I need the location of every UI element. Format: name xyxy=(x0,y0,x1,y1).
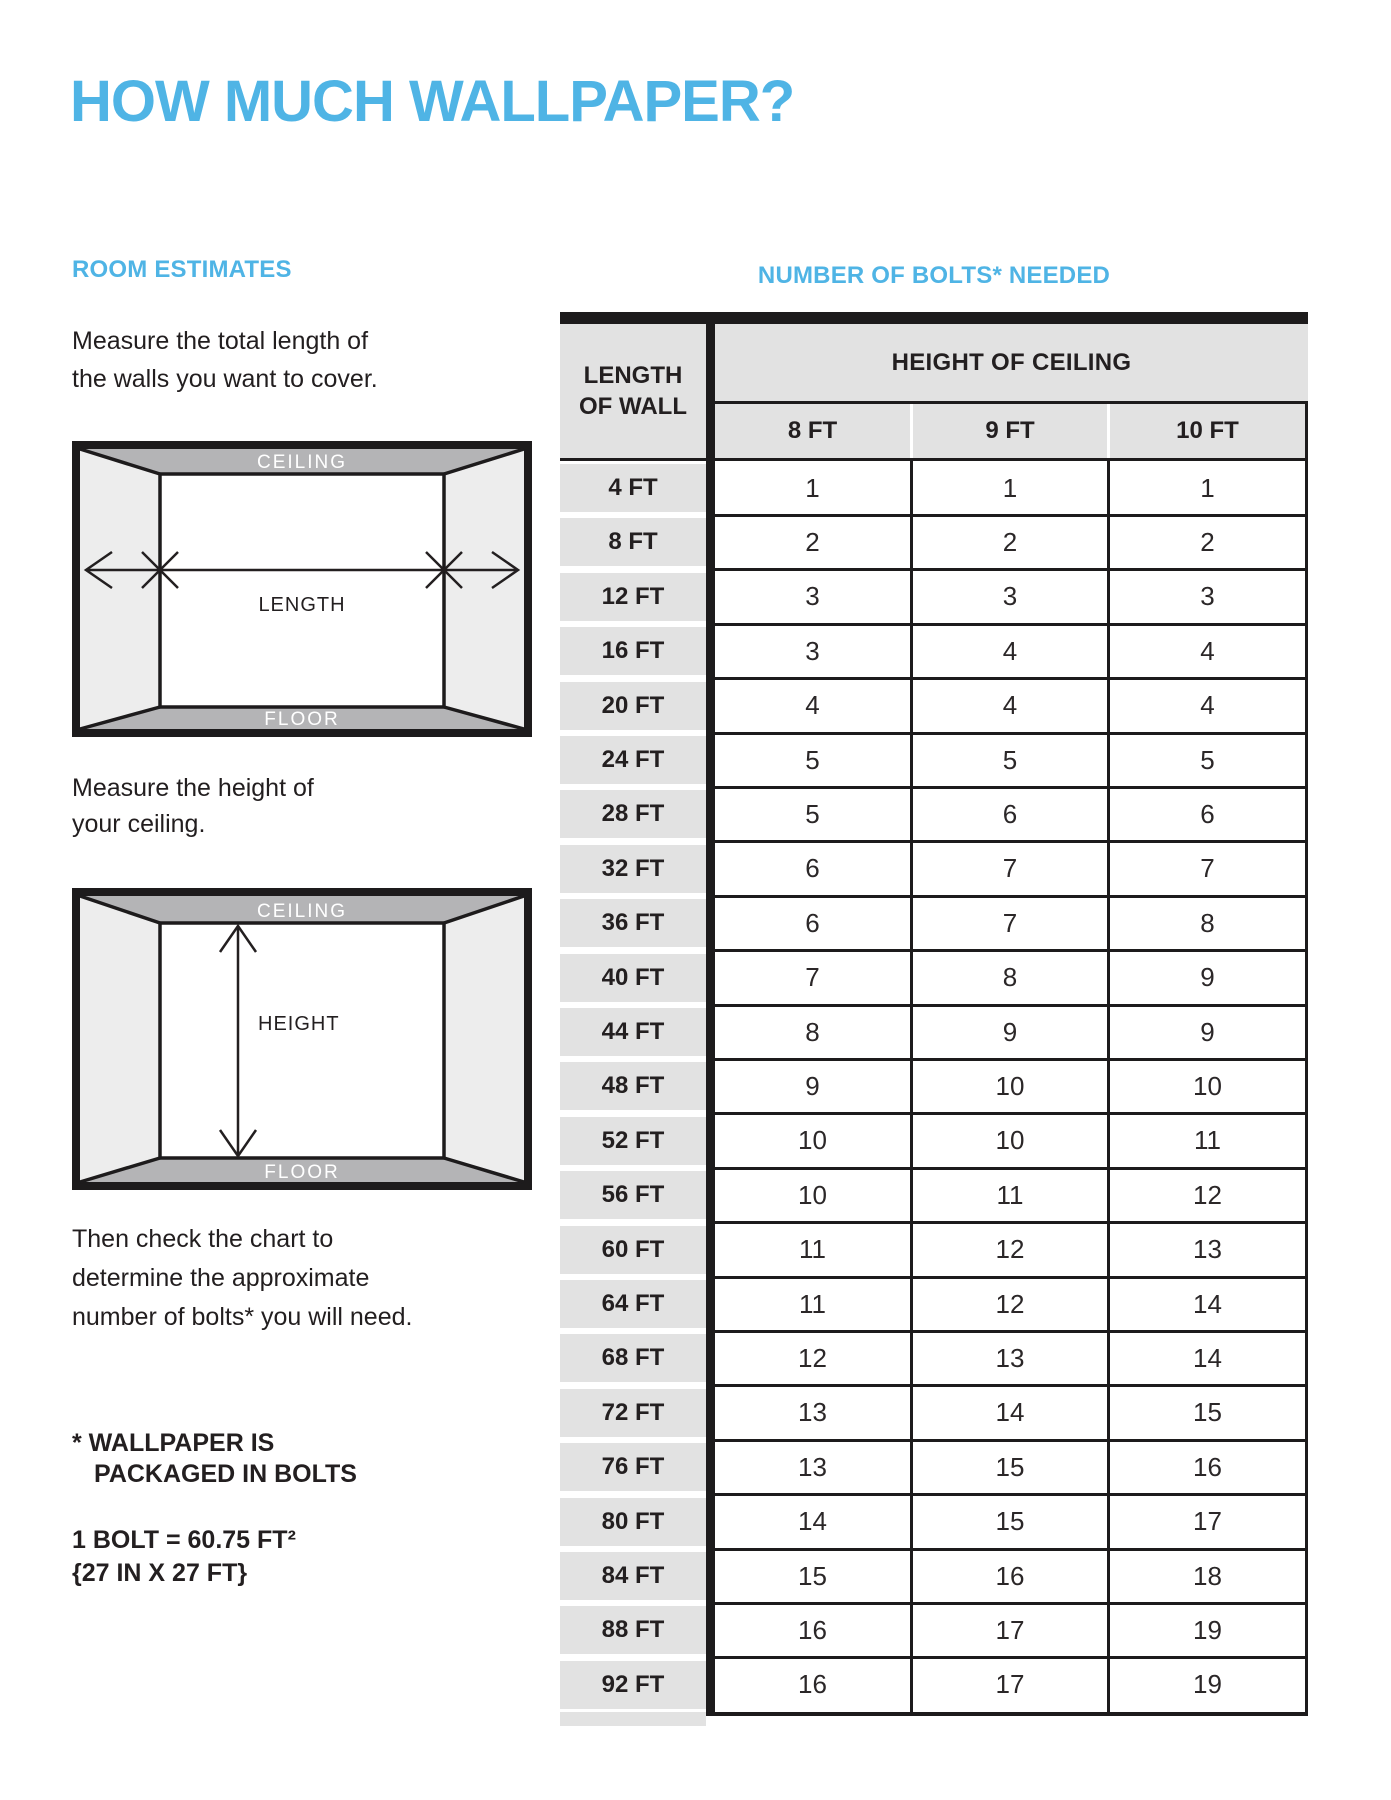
table-grid-line xyxy=(715,1112,1308,1115)
table-grid-line xyxy=(715,1548,1308,1551)
table-grid-line xyxy=(715,1656,1308,1659)
table-row xyxy=(560,842,1308,896)
table-cell-8ft: 1 xyxy=(805,472,820,503)
table-grid-line xyxy=(715,786,1308,789)
section-heading-room-estimates: ROOM ESTIMATES xyxy=(72,256,292,283)
row-header-cell xyxy=(560,1334,706,1382)
table-grid-line xyxy=(715,949,1308,952)
row-header-label: 64 FT xyxy=(601,1290,665,1317)
length-label: LENGTH xyxy=(258,594,346,616)
row-header-label: 12 FT xyxy=(601,582,665,610)
table-row xyxy=(560,896,1308,950)
table-grid-line xyxy=(715,514,1308,517)
table-bottom-border xyxy=(706,1712,1308,1716)
table-cell-9ft: 14 xyxy=(995,1397,1025,1428)
row-header-label: 36 FT xyxy=(601,909,665,937)
row-header-label: 16 FT xyxy=(601,637,665,665)
row-header-label: 4 FT xyxy=(608,474,658,501)
row-header-cell xyxy=(560,1062,706,1110)
row-header-label: 24 FT xyxy=(601,746,665,773)
table-cell-10ft: 5 xyxy=(1200,744,1215,775)
table-grid-line xyxy=(715,1221,1308,1224)
bolt-size-info xyxy=(72,1524,296,1590)
row-header-label: 20 FT xyxy=(601,691,665,719)
table-cell-9ft: 6 xyxy=(1002,798,1018,829)
floor-label: FLOOR xyxy=(264,1162,340,1183)
table-gray-stub xyxy=(560,1712,706,1726)
footnote-line: PACKAGED IN BOLTS xyxy=(94,1460,357,1488)
row-header-label: 80 FT xyxy=(601,1507,665,1535)
table-cell-10ft: 3 xyxy=(1200,581,1215,612)
table-cell-9ft: 17 xyxy=(995,1669,1025,1700)
row-header-label: 48 FT xyxy=(601,1072,665,1100)
row-header-label: 84 FT xyxy=(601,1562,665,1589)
table-cell-8ft: 6 xyxy=(805,853,820,884)
row-header-label: 52 FT xyxy=(601,1126,665,1154)
table-row xyxy=(560,1549,1308,1603)
table-cell-9ft: 12 xyxy=(995,1234,1025,1265)
table-row xyxy=(560,1331,1308,1385)
table-row xyxy=(560,1114,1308,1168)
row-header-cell xyxy=(560,1008,706,1056)
row-header-cell xyxy=(560,954,706,1002)
row-header-label: 76 FT xyxy=(601,1453,665,1481)
table-cell-8ft: 11 xyxy=(799,1288,826,1319)
table-grid-line xyxy=(715,1493,1308,1496)
instruction-line: Then check the chart to xyxy=(72,1225,334,1253)
row-header-cell xyxy=(560,1280,706,1328)
table-cell-9ft: 13 xyxy=(995,1342,1025,1373)
back-wall xyxy=(160,474,444,707)
table-cell-8ft: 4 xyxy=(805,690,820,721)
instruction-measure-length xyxy=(72,322,378,398)
row-header-cell xyxy=(560,1552,706,1600)
row-header-label: 44 FT xyxy=(601,1018,665,1045)
table-cell-10ft: 17 xyxy=(1193,1506,1222,1537)
table-grid-line xyxy=(715,1058,1308,1061)
instruction-line: determine the approximate xyxy=(72,1264,370,1292)
instruction-measure-height xyxy=(72,770,314,842)
row-header-label: 88 FT xyxy=(601,1616,665,1644)
table-cell-9ft: 2 xyxy=(1002,526,1018,557)
row-header-label: 92 FT xyxy=(601,1670,665,1698)
row-header-label: 56 FT xyxy=(601,1181,665,1209)
table-cell-9ft: 4 xyxy=(1002,690,1018,721)
table-cell-8ft: 6 xyxy=(805,907,820,938)
row-header-cell xyxy=(560,1661,706,1709)
instruction-line: the walls you want to cover. xyxy=(72,365,378,393)
footnote-line: * WALLPAPER IS xyxy=(72,1429,275,1457)
row-header-label: 32 FT xyxy=(601,854,665,882)
table-cell-10ft: 13 xyxy=(1193,1234,1222,1265)
table-cell-8ft: 11 xyxy=(799,1234,826,1265)
table-grid-line xyxy=(715,568,1308,571)
table-row xyxy=(560,679,1308,733)
table-cell-9ft: 16 xyxy=(995,1560,1025,1591)
table-row xyxy=(560,1440,1308,1494)
header-line: OF WALL xyxy=(579,393,687,420)
table-cell-10ft: 8 xyxy=(1200,907,1215,938)
table-row xyxy=(560,1005,1308,1059)
table-cell-8ft: 13 xyxy=(798,1451,827,1482)
row-header-label: 60 FT xyxy=(601,1235,665,1263)
table-row xyxy=(560,1059,1308,1113)
table-cell-10ft: 14 xyxy=(1193,1288,1222,1319)
table-cell-10ft: 2 xyxy=(1200,526,1215,557)
wallpaper-bolts-footnote xyxy=(72,1428,357,1490)
table-cell-10ft: 4 xyxy=(1200,690,1215,721)
table-grid-line xyxy=(715,732,1308,735)
table-row xyxy=(560,1277,1308,1331)
table-cell-10ft: 14 xyxy=(1193,1342,1222,1373)
table-grid-line xyxy=(715,1276,1308,1279)
row-header-cell xyxy=(560,790,706,838)
table-row xyxy=(560,733,1308,787)
floor-label: FLOOR xyxy=(264,709,340,730)
table-row xyxy=(560,1223,1308,1277)
row-header-cell xyxy=(560,1606,706,1654)
instruction-check-chart xyxy=(72,1220,412,1337)
table-row xyxy=(560,1495,1308,1549)
table-cell-9ft: 8 xyxy=(1002,962,1018,993)
table-cell-9ft: 7 xyxy=(1002,853,1018,884)
table-cell-10ft: 11 xyxy=(1194,1125,1221,1156)
row-header-cell xyxy=(560,1389,706,1437)
table-row xyxy=(560,951,1308,1005)
table-cell-9ft: 15 xyxy=(995,1451,1025,1482)
column-header-9ft: 9 FT xyxy=(913,404,1107,458)
row-header-label: 8 FT xyxy=(608,528,658,556)
table-cell-8ft: 3 xyxy=(805,581,820,612)
column-header-8ft: 8 FT xyxy=(715,404,910,458)
table-row xyxy=(560,787,1308,841)
table-cell-8ft: 12 xyxy=(798,1342,827,1373)
row-header-cell xyxy=(560,627,706,675)
table-cell-10ft: 9 xyxy=(1200,1016,1215,1047)
table-cell-9ft: 15 xyxy=(995,1506,1025,1537)
row-header-cell xyxy=(560,464,706,512)
table-cell-10ft: 9 xyxy=(1200,962,1215,993)
row-header-label: 68 FT xyxy=(601,1344,665,1372)
bolt-equation: 1 BOLT = 60.75 FT² xyxy=(72,1526,296,1554)
row-header-cell xyxy=(560,518,706,566)
table-cell-10ft: 12 xyxy=(1193,1179,1222,1210)
table-grid-line xyxy=(715,895,1308,898)
table-cell-10ft: 1 xyxy=(1200,472,1215,503)
table-grid-line xyxy=(715,1602,1308,1605)
instruction-line: number of bolts* you will need. xyxy=(72,1303,413,1331)
table-row xyxy=(560,624,1308,678)
instruction-line: your ceiling. xyxy=(72,810,206,838)
row-header-cell xyxy=(560,736,706,784)
table-cell-8ft: 10 xyxy=(798,1125,827,1156)
back-wall xyxy=(160,923,444,1158)
row-header-cell xyxy=(560,899,706,947)
row-header-cell xyxy=(560,1117,706,1165)
table-cell-9ft: 10 xyxy=(995,1125,1025,1156)
table-cell-8ft: 15 xyxy=(798,1560,827,1591)
table-cell-8ft: 5 xyxy=(805,798,820,829)
table-cell-8ft: 16 xyxy=(798,1614,827,1645)
table-cell-9ft: 4 xyxy=(1002,635,1018,666)
column-header-10ft: 10 FT xyxy=(1110,404,1305,458)
table-grid-line xyxy=(715,1167,1308,1170)
table-cell-8ft: 13 xyxy=(798,1397,827,1428)
row-header-cell xyxy=(560,1171,706,1219)
table-cell-9ft: 7 xyxy=(1002,907,1018,938)
table-cell-8ft: 5 xyxy=(805,744,820,775)
table-cell-8ft: 2 xyxy=(805,526,820,557)
ceiling-label: CEILING xyxy=(256,452,348,473)
table-cell-9ft: 12 xyxy=(995,1288,1025,1319)
table-row xyxy=(560,515,1308,569)
room-length-diagram xyxy=(72,441,532,737)
table-cell-8ft: 14 xyxy=(798,1506,827,1537)
table-row xyxy=(560,1386,1308,1440)
table-cell-8ft: 7 xyxy=(805,962,820,993)
instruction-line: Measure the height of xyxy=(72,774,314,802)
table-cell-8ft: 8 xyxy=(805,1016,820,1047)
ceiling-label: CEILING xyxy=(256,901,348,922)
column-header-length-of-wall xyxy=(560,324,706,458)
table-top-border xyxy=(560,312,1308,324)
table-cell-9ft: 3 xyxy=(1002,581,1018,612)
row-header-cell xyxy=(560,1443,706,1491)
table-row xyxy=(560,1603,1308,1657)
table-row xyxy=(560,1168,1308,1222)
table-row xyxy=(560,1658,1308,1712)
header-line: LENGTH xyxy=(583,362,683,389)
table-cell-10ft: 7 xyxy=(1200,853,1215,884)
row-header-label: 72 FT xyxy=(601,1398,665,1426)
table-heading: NUMBER OF BOLTS* NEEDED xyxy=(757,262,1111,289)
table-cell-8ft: 9 xyxy=(805,1070,820,1101)
bolts-needed-table xyxy=(560,312,1308,1732)
row-header-cell xyxy=(560,573,706,621)
table-cell-8ft: 3 xyxy=(805,635,820,666)
table-cell-10ft: 16 xyxy=(1193,1451,1222,1482)
row-header-cell xyxy=(560,845,706,893)
table-grid-line xyxy=(715,1330,1308,1333)
table-cell-9ft: 17 xyxy=(995,1614,1025,1645)
table-cell-10ft: 15 xyxy=(1193,1397,1222,1428)
row-header-cell xyxy=(560,682,706,730)
table-grid-line xyxy=(715,1004,1308,1007)
table-grid-line xyxy=(715,840,1308,843)
table-cell-9ft: 10 xyxy=(995,1070,1025,1101)
row-header-label: 40 FT xyxy=(601,963,665,991)
table-cell-9ft: 1 xyxy=(1002,472,1018,503)
table-cell-8ft: 10 xyxy=(798,1179,827,1210)
table-cell-10ft: 19 xyxy=(1193,1669,1222,1700)
table-cell-10ft: 18 xyxy=(1193,1560,1222,1591)
table-row xyxy=(560,461,1308,515)
row-header-cell xyxy=(560,1498,706,1546)
room-height-diagram xyxy=(72,888,532,1190)
table-grid-line xyxy=(715,1439,1308,1442)
table-cell-8ft: 16 xyxy=(798,1669,827,1700)
row-header-label: 28 FT xyxy=(601,800,665,828)
row-header-cell xyxy=(560,1226,706,1274)
column-header-height-of-ceiling: HEIGHT OF CEILING xyxy=(715,324,1308,401)
table-grid-line xyxy=(715,1384,1308,1387)
table-cell-10ft: 10 xyxy=(1193,1070,1222,1101)
bolt-dimensions: {27 IN X 27 FT} xyxy=(72,1559,248,1587)
table-cell-9ft: 11 xyxy=(996,1179,1024,1210)
table-cell-10ft: 6 xyxy=(1200,798,1215,829)
instruction-line: Measure the total length of xyxy=(72,327,369,355)
table-cell-10ft: 19 xyxy=(1193,1614,1222,1645)
table-grid-line xyxy=(715,677,1308,680)
table-cell-9ft: 5 xyxy=(1002,744,1018,775)
table-cell-10ft: 4 xyxy=(1200,635,1215,666)
table-cell-9ft: 9 xyxy=(1002,1016,1018,1047)
table-row xyxy=(560,570,1308,624)
page-title: HOW MUCH WALLPAPER? xyxy=(70,69,795,134)
table-grid-line xyxy=(715,623,1308,626)
height-label: HEIGHT xyxy=(258,1013,340,1035)
